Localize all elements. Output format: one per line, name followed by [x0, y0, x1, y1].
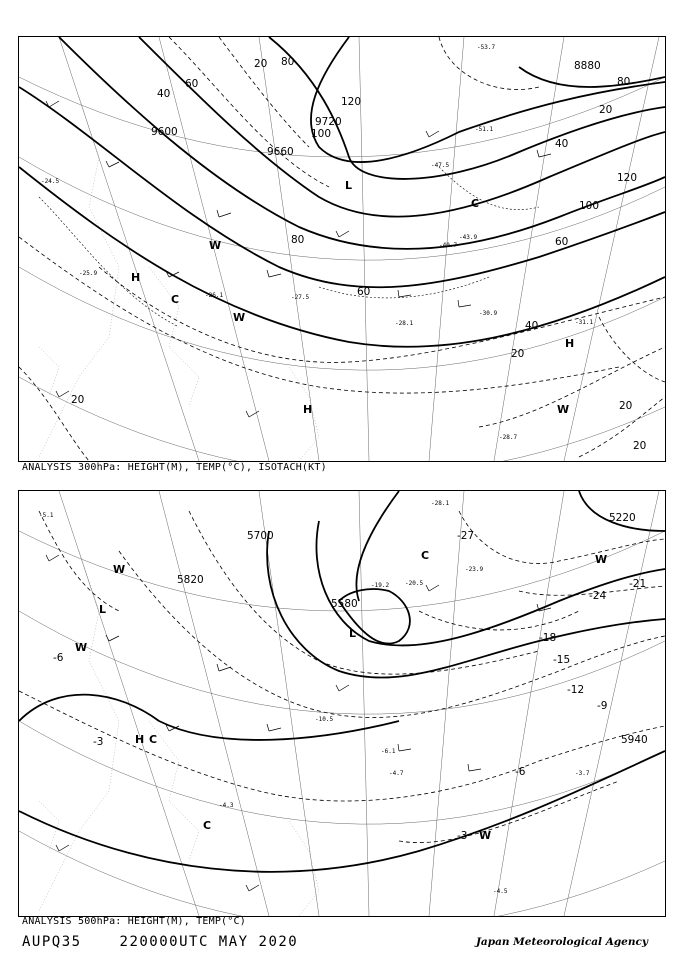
- isotach-label: 120: [341, 96, 362, 108]
- upper-air-chart-500hpa: [18, 490, 666, 917]
- high-pressure-symbol: H: [303, 403, 313, 416]
- station-temp: -10.5: [315, 716, 334, 723]
- isotach-label: 20: [254, 58, 268, 70]
- agency-credit: Japan Meteorological Agency: [475, 936, 648, 948]
- isotherm-label: -27: [457, 530, 475, 542]
- cold-symbol: C: [421, 549, 430, 562]
- isotherm-label: -15: [553, 654, 571, 666]
- station-temp: -4.7: [389, 770, 404, 777]
- height-label: 5940: [621, 734, 648, 746]
- chart-identifier: [22, 934, 326, 950]
- station-temp: -19.2: [371, 582, 390, 589]
- station-temp: -30.9: [479, 310, 498, 317]
- wind-barbs: [46, 101, 551, 417]
- isotach-label: 100: [311, 128, 332, 140]
- warm-symbol: W: [233, 311, 246, 324]
- height-label: 5580: [331, 598, 358, 610]
- warm-symbol: W: [75, 641, 88, 654]
- isotach-label: 100: [579, 200, 600, 212]
- cold-symbol: C: [471, 197, 480, 210]
- cold-symbol: C: [171, 293, 180, 306]
- station-temp: -40.7: [439, 242, 458, 249]
- isotach-label: 40: [555, 138, 569, 150]
- isotach-label: 80: [291, 234, 305, 246]
- height-label: 5220: [609, 512, 636, 524]
- height-label: 8880: [574, 60, 601, 72]
- low-pressure-symbol: L: [345, 179, 353, 192]
- warm-symbol: W: [595, 553, 608, 566]
- station-temp: -43.9: [459, 234, 478, 241]
- map-300hpa: [19, 37, 665, 461]
- warm-symbol: W: [557, 403, 570, 416]
- cold-symbol: C: [203, 819, 212, 832]
- isotherm-label: -3: [93, 736, 104, 748]
- low-pressure-symbol: L: [349, 627, 357, 640]
- map-500hpa: [19, 491, 665, 916]
- height-label: 5820: [177, 574, 204, 586]
- isotach-label: 40: [157, 88, 171, 100]
- height-label: 9600: [151, 126, 178, 138]
- chart-code: AUPQ35: [22, 934, 82, 950]
- isotach-label: 20: [599, 104, 613, 116]
- station-temp: -4.5: [493, 888, 508, 895]
- station-temp: -20.5: [405, 580, 424, 587]
- station-temp: -24.5: [41, 178, 60, 185]
- station-temp: -47.5: [431, 162, 450, 169]
- station-temp: -28.7: [499, 434, 518, 441]
- isotach-label: 20: [633, 440, 647, 452]
- valid-time: 220000UTC MAY 2020: [119, 934, 299, 950]
- height-contours: [19, 491, 665, 872]
- isotherms: [19, 511, 665, 843]
- upper-air-chart-300hpa: [18, 36, 666, 462]
- cold-symbol: C: [149, 733, 158, 746]
- warm-symbol: W: [209, 239, 222, 252]
- station-temp: -31.1: [575, 319, 594, 326]
- isotherm-label: -9: [597, 700, 608, 712]
- isotherm-label: -12: [567, 684, 585, 696]
- height-label: 5700: [247, 530, 274, 542]
- isotach-label: 40: [525, 320, 539, 332]
- station-temp: -27.5: [291, 294, 310, 301]
- isotherm-label: -18: [539, 632, 557, 644]
- isotherm-label: -24: [589, 590, 607, 602]
- height-contours: [19, 37, 665, 347]
- isotach-label: 60: [555, 236, 569, 248]
- warm-symbol: W: [113, 563, 126, 576]
- isotherm-label: -6: [53, 652, 64, 664]
- isotherm-label: -3: [457, 830, 468, 842]
- isotherm-label: -6: [515, 766, 526, 778]
- station-temp: -6.1: [381, 748, 396, 755]
- station-temp: -53.7: [477, 44, 496, 51]
- isotach-label: 60: [185, 78, 199, 90]
- station-temp: -3.7: [575, 770, 590, 777]
- low-pressure-symbol: L: [99, 603, 107, 616]
- isotach-label: 80: [281, 56, 295, 68]
- bottom-panel-caption: ANALYSIS 500hPa: HEIGHT(M), TEMP(°C): [22, 916, 246, 927]
- station-temp: -23.9: [465, 566, 484, 573]
- high-pressure-symbol: H: [565, 337, 575, 350]
- station-temp: -28.1: [431, 500, 450, 507]
- station-temp: -25.9: [79, 270, 98, 277]
- isotherm-label: -21: [629, 578, 647, 590]
- high-pressure-symbol: H: [131, 271, 141, 284]
- isotach-label: 80: [617, 76, 631, 88]
- station-temp: -51.1: [475, 126, 494, 133]
- isotach-label: 20: [71, 394, 85, 406]
- warm-symbol: W: [479, 829, 492, 842]
- top-panel-caption: ANALYSIS 300hPa: HEIGHT(M), TEMP(°C), ISOTACH(KT): [22, 462, 327, 473]
- station-temp: -28.1: [395, 320, 414, 327]
- isotach-label: 120: [617, 172, 638, 184]
- isotach-label: 60: [357, 286, 371, 298]
- station-temp: -5.1: [39, 512, 54, 519]
- wind-barbs: [46, 555, 551, 891]
- height-label: 9660: [267, 146, 294, 158]
- graticule: [19, 491, 665, 916]
- high-pressure-symbol: H: [135, 733, 145, 746]
- height-label: 9720: [315, 116, 342, 128]
- isotach-label: 20: [619, 400, 633, 412]
- isotach-label: 20: [511, 348, 525, 360]
- station-temp: -4.3: [219, 802, 234, 809]
- station-temp: -26.1: [205, 292, 224, 299]
